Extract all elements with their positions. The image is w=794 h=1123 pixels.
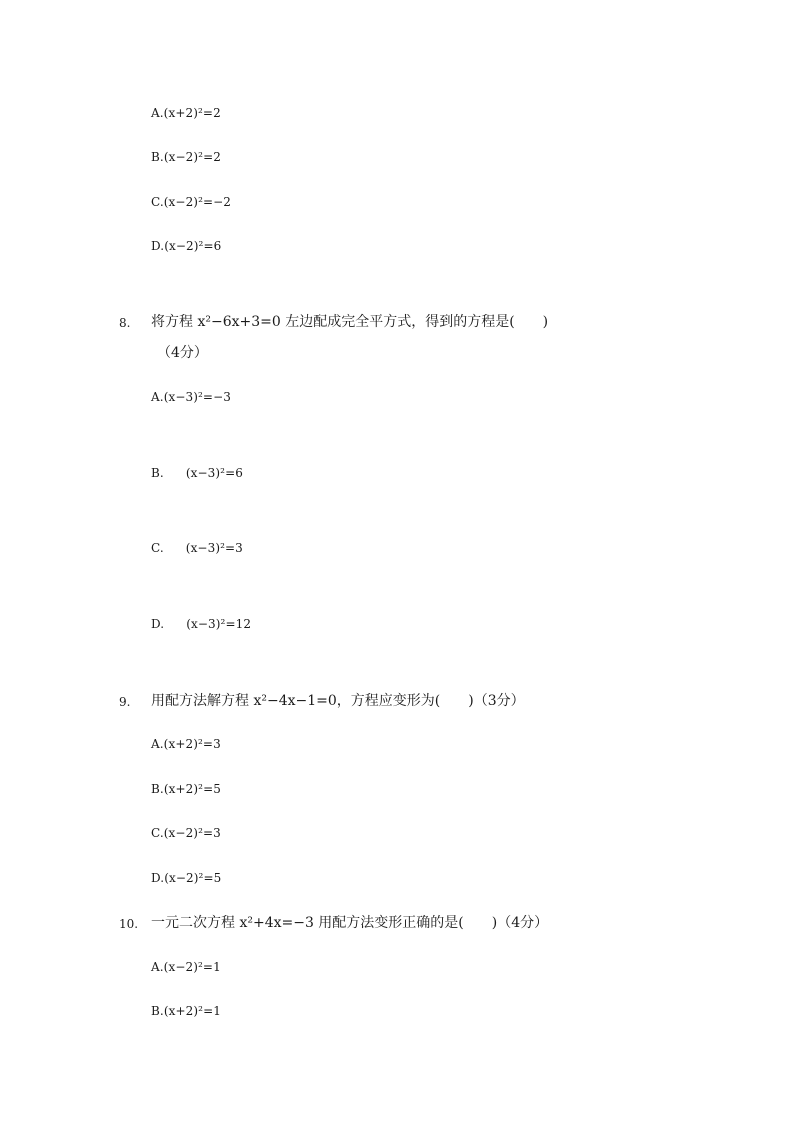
option-letter: B. [151,466,164,480]
option-letter: D. [151,617,165,631]
option-c: C.(x−2)²=−2 [151,195,232,209]
question-text: 将方程 x²−6x+3=0 左边配成完全平方式，得到的方程是( ) [151,314,549,330]
option-b: B.(x+2)²=1 [151,1004,221,1018]
option-b [151,467,243,479]
question-number: 9. [119,695,131,709]
option-expression: (x−3)²=6 [185,466,243,480]
question-text: 一元二次方程 x²+4x=−3 用配方法变形正确的是( )（4分） [151,915,549,931]
option-c: C.(x−2)²=3 [151,826,221,840]
question-number: 10. [119,917,139,931]
option-d: D.(x−2)²=6 [151,239,222,253]
option-d [151,618,251,630]
option-b: B.(x−2)²=2 [151,150,221,164]
option-expression: (x−3)²=12 [186,617,252,631]
option-expression: (x−3)²=3 [185,541,243,555]
option-a: A.(x+2)²=3 [151,737,221,751]
question-number: 8. [119,316,131,330]
option-a [151,391,231,403]
option-letter: A. [151,390,164,404]
question-score: （4分） [157,345,208,361]
option-a: A.(x−2)²=1 [151,960,221,974]
option-a: A.(x+2)²=2 [151,106,221,120]
option-c [151,542,243,554]
option-d: D.(x−2)²=5 [151,871,222,885]
option-b: B.(x+2)²=5 [151,782,221,796]
option-letter: C. [151,541,164,555]
option-expression: (x−3)²=−3 [163,390,231,404]
question-text: 用配方法解方程 x²−4x−1=0，方程应变形为( )（3分） [151,693,525,709]
